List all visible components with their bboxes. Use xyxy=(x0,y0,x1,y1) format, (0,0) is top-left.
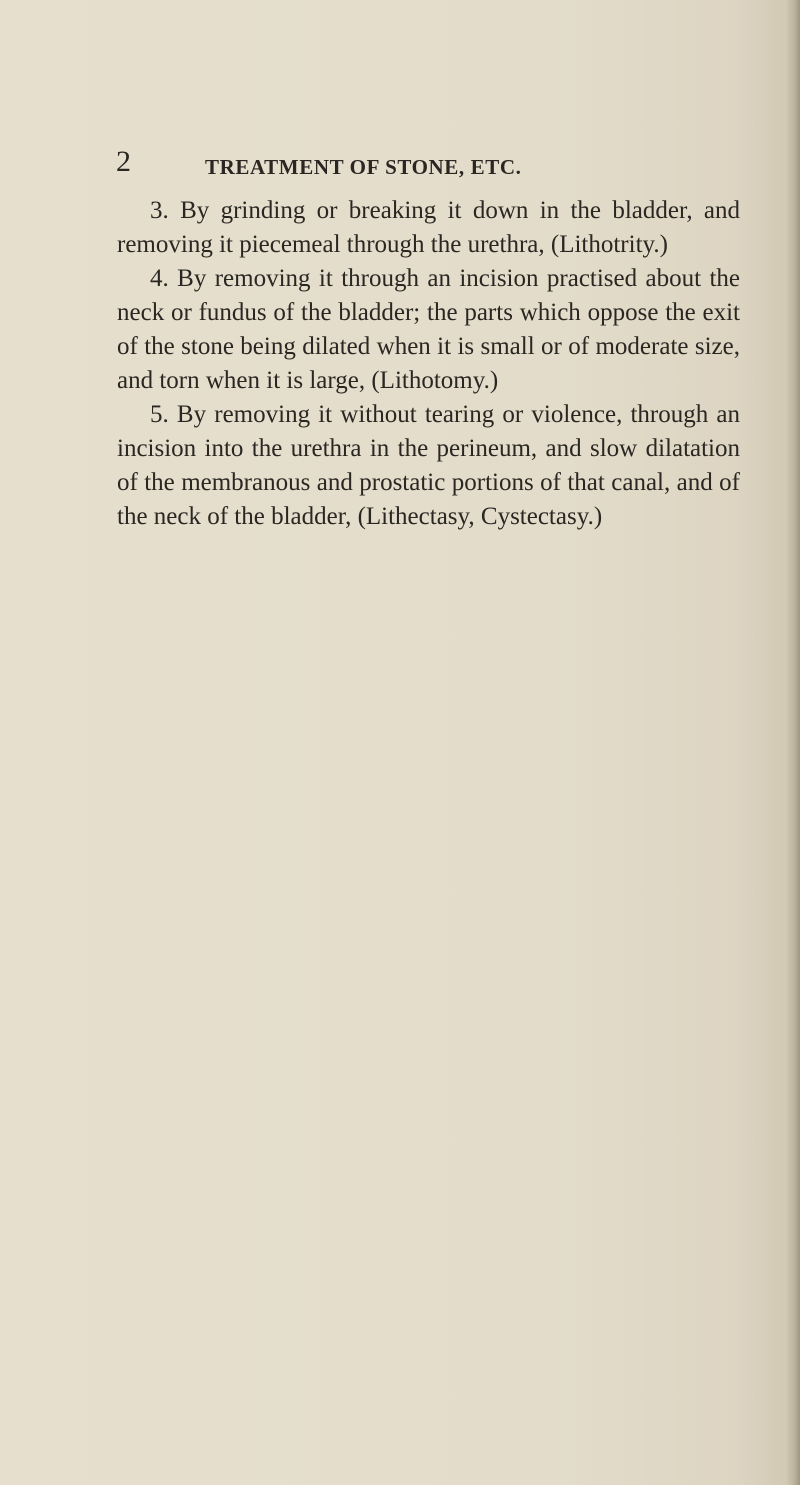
paragraph-number: 5. xyxy=(150,401,169,428)
paragraph-text: By grinding or breaking it down in the bladder, and removing it piecemeal through the urethra, (Lithotrity.) xyxy=(117,197,740,258)
page-number: 2 xyxy=(116,145,131,178)
body-text xyxy=(117,194,740,534)
page-header xyxy=(0,146,800,186)
paragraph-text: By removing it without tearing or violence, through an incision into the urethra in the perineum, and slow dilatation of the membranous and prostatic portions of that canal, and of the neck of the bladder, (Lithectasy, Cystectasy.) xyxy=(117,401,741,530)
paragraph-text: By removing it through an incision practised about the neck or fundus of the bladder; the parts which oppose the exit of the stone being dilated when it is small or of moderate size, and torn when it is large, (Lithotomy.) xyxy=(117,265,740,394)
paragraph-number: 4. xyxy=(150,265,169,292)
running-head: TREATMENT OF STONE, ETC. xyxy=(205,155,522,179)
paragraph-5 xyxy=(117,398,740,534)
paragraph-4 xyxy=(117,262,740,398)
paragraph-3 xyxy=(117,194,740,262)
paragraph-number: 3. xyxy=(150,197,169,224)
page-edge-shadow xyxy=(786,0,800,1485)
